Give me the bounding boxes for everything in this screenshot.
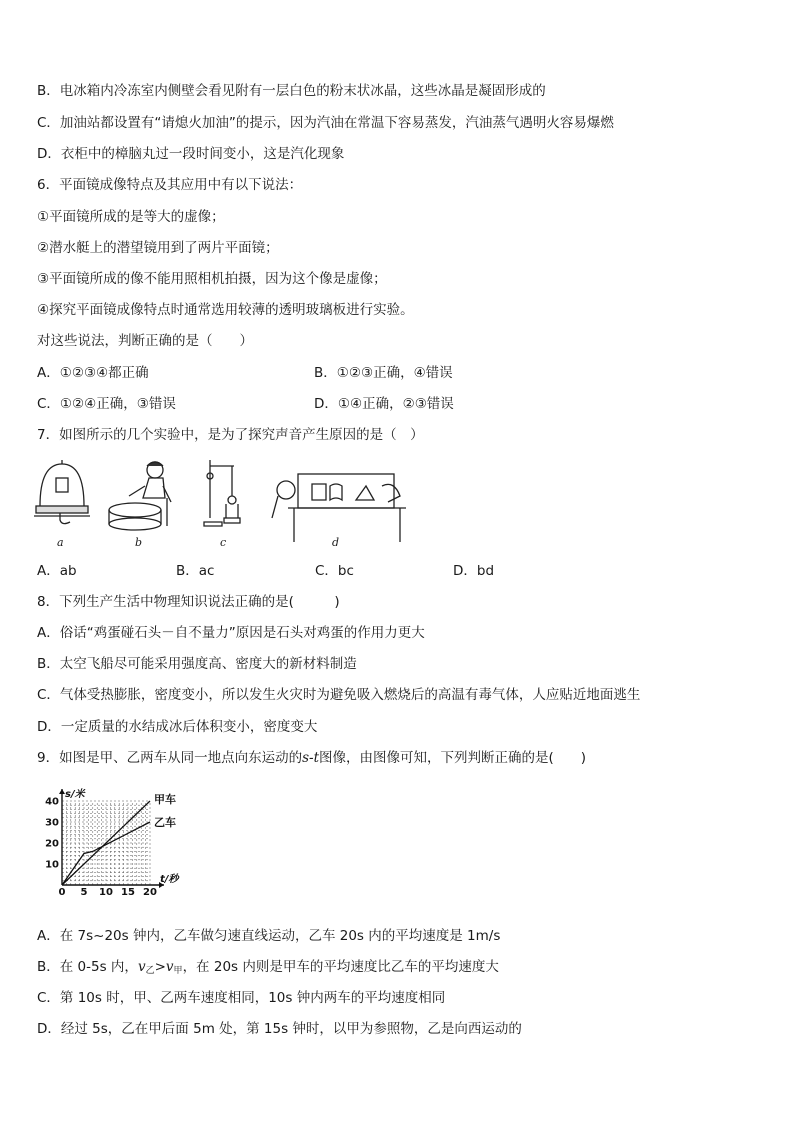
q7-stem: 7．如图所示的几个实验中，是为了探究声音产生原因的是（ ） (37, 427, 424, 443)
q8-option-c: C．气体受热膨胀，密度变小，所以发生火灾时为避免吸入燃烧后的高温有毒气体，人应贴近地面逃生 (37, 687, 641, 703)
series-label-1: 甲车 (154, 793, 176, 806)
q7-option-a: A．ab (37, 563, 77, 579)
q6-statement-2: ②潜水艇上的潜望镜用到了两片平面镜； (37, 240, 279, 256)
q9-option-b-pre: B．在 0-5s 内， (37, 959, 138, 975)
q9-option-b-v2: v (165, 959, 174, 975)
q7-fig-label-b: b (135, 536, 143, 549)
q9-option-b-gt: > (154, 959, 166, 975)
q6-statement-4: ④探究平面镜成像特点时通常选用较薄的透明玻璃板进行实验。 (37, 302, 414, 318)
y-tick-label: 20 (45, 838, 59, 850)
x-tick-label: 5 (80, 887, 88, 895)
x-tick-label: 0 (58, 887, 66, 895)
q7-fig-label-a: a (57, 536, 64, 549)
q7-option-b: B．ac (176, 563, 215, 579)
y-axis-label: s/米 (65, 789, 85, 800)
tuning-fork-illustration (204, 460, 240, 526)
series-label-2: 乙车 (154, 816, 176, 829)
q9-stem-post: 图像，由图像可知，下列判断正确的是( ) (319, 750, 587, 766)
desk-listening-illustration (272, 474, 406, 542)
q6-statement-3: ③平面镜所成的像不能用照相机拍摄，因为这个像是虚像； (37, 271, 387, 287)
q9-option-a: A．在 7s~20s 钟内，乙车做匀速直线运动，乙车 20s 内的平均速度是 1m/s (37, 928, 501, 944)
q9-option-c: C．第 10s 时，甲、乙两车速度相同，10s 钟内两车的平均速度相同 (37, 990, 446, 1006)
q6-statement-1: ①平面镜所成的是等大的虚像； (37, 209, 225, 225)
q9-option-d: D．经过 5s，乙在甲后面 5m 处，第 15s 钟时，以甲为参照物，乙是向西运动的 (37, 1021, 522, 1037)
q6-option-b: B．①②③正确，④错误 (314, 365, 453, 381)
q5-option-c: C．加油站都设置有“请熄火加油”的提示，因为汽油在常温下容易蒸发，汽油蒸气遇明火容易爆燃 (37, 115, 614, 131)
q9-option-b-sub2: 甲 (173, 966, 183, 976)
y-tick-label: 10 (45, 859, 59, 871)
q7-fig-label-d: d (332, 536, 340, 549)
q9-option-b-v1: v (137, 959, 146, 975)
q7-option-d: D．bd (453, 563, 495, 579)
q9-stem-var: s-t (302, 750, 320, 766)
q6-stem: 6．平面镜成像特点及其应用中有以下说法： (37, 177, 303, 193)
drum-person-illustration (109, 462, 171, 530)
bell-jar-illustration (34, 460, 90, 524)
q7-fig-label-c: c (220, 536, 227, 549)
x-axis-label: t/秒 (160, 874, 179, 885)
q8-option-b: B．太空飞船尽可能采用强度高、密度大的新材料制造 (37, 656, 357, 672)
y-tick-label: 30 (45, 817, 59, 829)
x-tick-label: 20 (143, 887, 157, 895)
q7-option-c: C．bc (315, 563, 354, 579)
q5-option-d: D．衣柜中的樟脑丸过一段时间变小，这是汽化现象 (37, 146, 345, 162)
y-tick-label: 40 (45, 796, 59, 808)
st-chart (40, 785, 190, 899)
x-tick-label: 10 (99, 887, 113, 895)
q9-option-b (37, 958, 499, 980)
q6-question: 对这些说法，判断正确的是（ ） (37, 333, 253, 349)
q9-option-b-sub1: 乙 (145, 966, 155, 976)
st-graph-svg (40, 785, 190, 895)
q8-option-a: A．俗话“鸡蛋碰石头－自不量力”原因是石头对鸡蛋的作用力更大 (37, 625, 425, 641)
q8-option-d: D．一定质量的水结成冰后体积变小，密度变大 (37, 719, 318, 735)
q5-option-b: B．电冰箱内冷冻室内侧壁会看见附有一层白色的粉末状冰晶，这些冰晶是凝固形成的 (37, 83, 546, 99)
q6-option-a: A．①②③④都正确 (37, 365, 149, 381)
q8-stem: 8．下列生产生活中物理知识说法正确的是( ) (37, 594, 340, 610)
q6-option-c: C．①②④正确，③错误 (37, 396, 176, 412)
q9-option-b-post: ，在 20s 内则是甲车的平均速度比乙车的平均速度大 (182, 959, 499, 975)
q9-stem-pre: 9．如图是甲、乙两车从同一地点向东运动的 (37, 750, 303, 766)
q9-stem (37, 749, 586, 767)
q6-option-d: D．①④正确，②③错误 (314, 396, 454, 412)
x-tick-label: 15 (121, 887, 135, 895)
